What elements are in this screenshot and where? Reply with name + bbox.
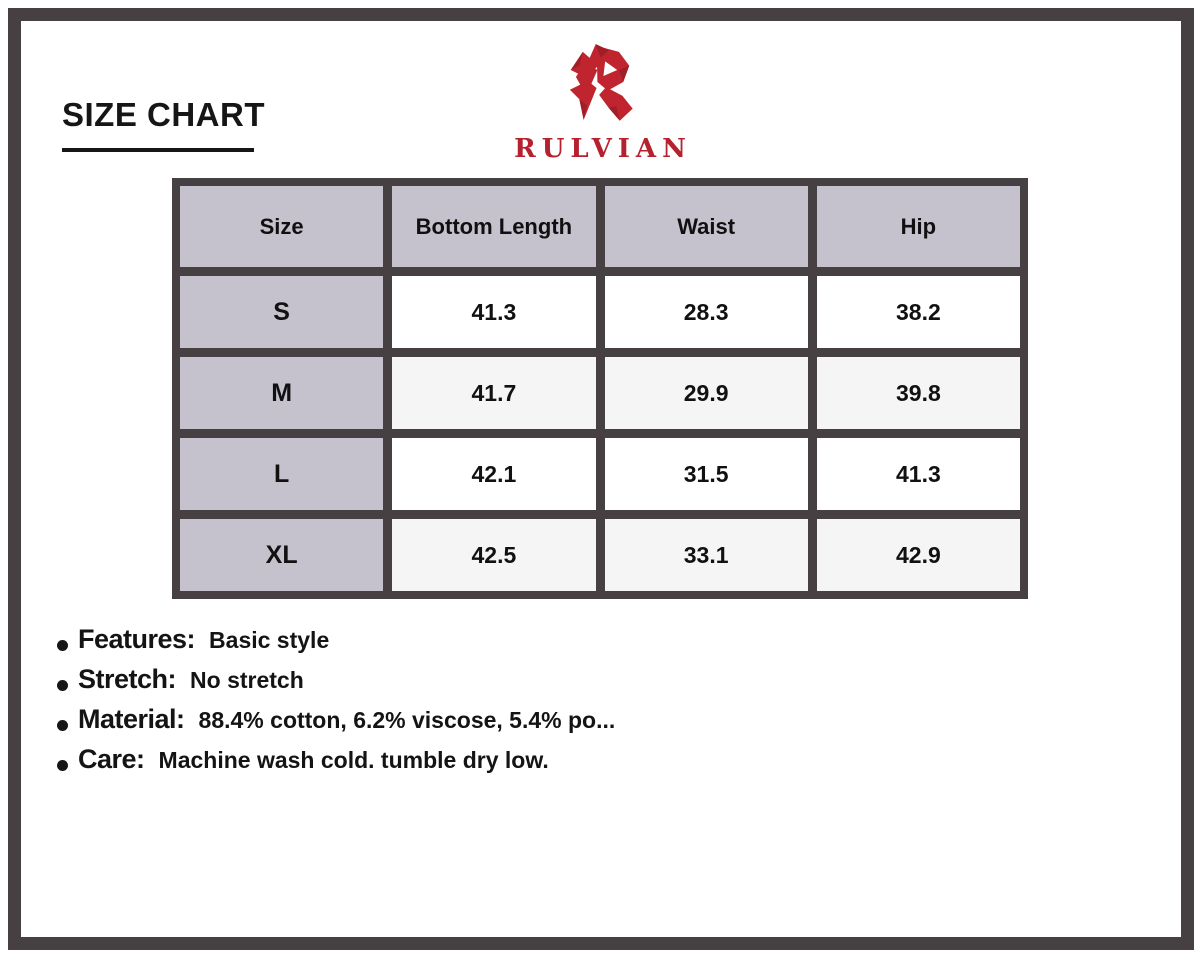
column-header-size: Size [180,186,383,267]
spec-value: Machine wash cold. tumble dry low. [158,747,549,773]
spec-label: Care: [78,744,145,774]
bullet-icon [57,760,68,771]
spec-label: Stretch: [78,664,177,694]
bullet-icon [57,680,68,691]
row-l-bottom-length: 42.1 [392,438,595,510]
row-s-size-label: S [180,276,383,348]
row-m-size-label: M [180,357,383,429]
row-s-bottom-length: 41.3 [392,276,595,348]
row-s-waist: 28.3 [605,276,808,348]
brand-name: RULVIAN [514,134,692,164]
spec-value: 88.4% cotton, 6.2% viscose, 5.4% po... [198,707,616,733]
spec-value: No stretch [190,667,304,693]
spec-item-care [57,744,615,784]
column-header-waist: Waist [605,186,808,267]
row-s-hip: 38.2 [817,276,1020,348]
brand-block [0,34,1200,164]
row-l-hip: 41.3 [817,438,1020,510]
page-title: SIZE CHART [62,96,265,133]
spec-item-material [57,704,615,744]
spec-item-stretch [57,664,615,704]
row-xl-waist: 33.1 [605,519,808,591]
product-specs-list [57,624,615,784]
spec-label: Features: [78,624,196,654]
column-header-hip: Hip [817,186,1020,267]
spec-value: Basic style [209,627,330,653]
row-l-waist: 31.5 [605,438,808,510]
row-m-hip: 39.8 [817,357,1020,429]
row-l-size-label: L [180,438,383,510]
brand-logo-r-icon [557,34,643,130]
column-header-bottom-length: Bottom Length [392,186,595,267]
size-chart-table [172,178,1028,599]
row-m-bottom-length: 41.7 [392,357,595,429]
row-xl-bottom-length: 42.5 [392,519,595,591]
bullet-icon [57,720,68,731]
spec-label: Material: [78,704,185,734]
row-m-waist: 29.9 [605,357,808,429]
row-xl-hip: 42.9 [817,519,1020,591]
row-xl-size-label: XL [180,519,383,591]
bullet-icon [57,640,68,651]
spec-item-features [57,624,615,664]
